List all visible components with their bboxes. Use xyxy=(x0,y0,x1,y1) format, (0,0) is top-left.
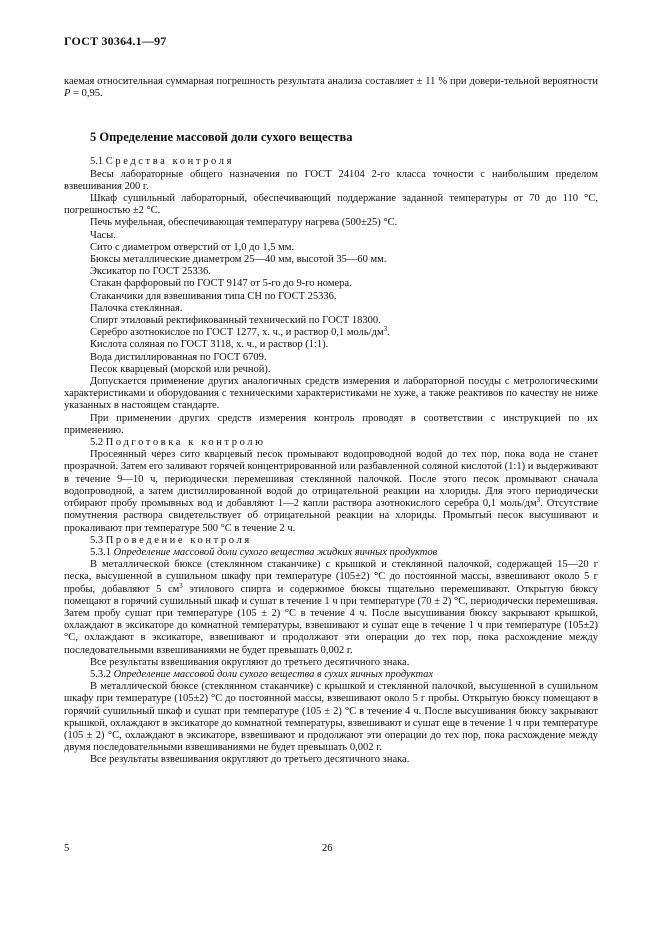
s51-item: Эксикатор по ГОСТ 25336. xyxy=(90,266,211,278)
s51-item: Сито с диаметром отверстий от 1,0 до 1,5 мм. xyxy=(90,241,295,253)
s51-item: Палочка стеклянная. xyxy=(90,302,183,314)
s51-item: Шкаф сушильный лабораторный, обеспечивающий поддержание заданной температуры от 70 до 110 °С, погрешностью ±2 °С. xyxy=(64,193,598,217)
section-title: 5 Определение массовой доли сухого вещества xyxy=(90,130,353,145)
s51-item: Песок кварцевый (морской или речной). xyxy=(90,363,271,375)
s52-superscript: 3 xyxy=(536,496,541,505)
s51-item: Весы лабораторные общего назначения по ГОСТ 24104 2-го класса точности с наибольшим пределом взвешивания 200 г. xyxy=(64,168,598,192)
s52-heading-text: Подготовка к контролю xyxy=(105,437,266,449)
s51-item: Стакан фарфоровый по ГОСТ 9147 от 5-го до 9-го номера. xyxy=(90,278,352,290)
footer-left-number: 5 xyxy=(64,843,70,854)
s51-item: Вода дистиллированная по ГОСТ 6709. xyxy=(90,351,267,363)
s532-heading xyxy=(64,669,598,681)
s51-item: Печь муфельная, обеспечивающая температуру нагрева (500±25) °С. xyxy=(90,217,398,229)
s51-heading-text: Средства контроля xyxy=(105,156,235,168)
s53-number: 5.3 xyxy=(90,534,106,546)
s51-number: 5.1 xyxy=(90,156,106,168)
intro-paragraph xyxy=(64,76,598,100)
silver-text: Серебро азотнокислое по ГОСТ 1277, х. ч., и раствор 0,1 моль/дм xyxy=(90,327,384,339)
document-header: ГОСТ 30364.1—97 xyxy=(64,34,167,48)
s531-paragraph xyxy=(64,559,598,657)
s51-item: Стаканчики для взвешивания типа СН по ГОСТ 25336. xyxy=(90,290,337,302)
s531-text-b: этилового спирта и содержимое бюксы тщательно перемешивают. Открытую бюксу помещают в горячий сушильный шкаф и сушат в течение 1 ч при температуре (70 ± 2) °С, периодически перемешивая. Затем пробу сушат при температуре (105 ± 2) °С в течение 4 ч. После высушивания бюксу закрывают крышкой, охлаждают в эксикаторе до комнатной температуры, взвешивают и сушат еще в течение 1 ч при температуре (105±2) °С, охлаждают в эксикаторе, взвешивают и продолжают эти операции до тех пор, пока расхождение между последовательными взвешиваниями не будет превышать 0,002 г. xyxy=(64,583,598,656)
document-body xyxy=(64,76,598,767)
s52-text-a: Просеянный через сито кварцевый песок промывают водопроводной водой до тех пор, пока вода не станет прозрачной. Затем его заливают горячей концентрированной или разбавленной соляной кислотой (1:1) и выдерживают в течение 9—10 ч, периодически перемешивая стеклянной палочкой. После этого песок промывают сначала водопроводной, а затем дистиллированной водой до отрицательной реакции на хлориды. Для этого периодически отбирают пробу промывных вод и добавляют 1—2 капли раствора азотнокислого серебра 0,1 моль/дм xyxy=(64,449,598,510)
intro-text-b: = 0,95. xyxy=(70,88,103,100)
s51-item: Кислота соляная по ГОСТ 3118, х. ч., и раствор (1:1). xyxy=(90,339,329,351)
s532-title: Определение массовой доли сухого вещества в сухих яичных продуктах xyxy=(113,668,434,680)
s531-number: 5.3.1 xyxy=(90,546,114,558)
s531-superscript: 3 xyxy=(179,581,183,590)
s532-paragraph: В металлической бюксе (стеклянном стаканчике) с крышкой и стеклянной палочкой, высушенной в сушильном шкафу при температуре (105±2) °С до постоянной массы, взвешивают около 5 г пробы. Открытую бюксу помещают в горячий сушильный шкаф и сушат при температуре (105 ± 2) °С в течение 4 ч. После высушивания бюксу закрывают крышкой, охлаждают в эксикаторе до комнатной температуры, взвешивают и сушат еще в течение 1 ч при температуре (105 ± 2) °С, охлаждают в эксикаторе, взвешивают и продолжают эти операции до тех пор, пока расхождение между двумя последовательными взвешиваниями не будет превышать 0,002 г. xyxy=(64,681,598,754)
silver-period: . xyxy=(387,327,390,339)
s52-heading xyxy=(64,437,598,449)
s52-paragraph xyxy=(64,449,598,534)
s531-text-a: В металлической бюксе (стеклянном стаканчике) с крышкой и стеклянной палочкой, содержащей 15—20 г песка, высушенной в сушильном шкафу при температуре (105±2) °С до постоянной массы, взвешивают около 5 г пробы, добавляют 5 см xyxy=(64,559,598,595)
s52-text-b: . Отсутствие помутнения раствора свидетельствует об отрицательной реакции на хлориды. Промытый песок высушивают и прокаливают при температуре 500 °С в течение 2 ч. xyxy=(64,498,599,534)
s51-item: Бюксы металлические диаметром 25—40 мм, высотой 35—60 мм. xyxy=(90,254,387,266)
s51-note: Допускается применение других аналогичных средств измерения и лабораторной посуды с метрологическими характеристиками и оборудования с техническими характеристиками не хуже, а также реактивов по качеству не ниже указанных в настоящем стандарте. xyxy=(64,376,598,412)
s51-item-silver xyxy=(64,327,598,339)
s51-note: При применении других средств измерения контроль проводят в соответствии с инструкцией по их применению. xyxy=(64,412,598,436)
s51-item: Часы. xyxy=(90,229,116,241)
intro-variable-p: P xyxy=(64,88,71,100)
s53-heading-text: Проведение контроля xyxy=(105,534,252,546)
s52-number: 5.2 xyxy=(90,437,106,449)
s53-heading xyxy=(64,535,598,547)
page-number: 26 xyxy=(322,843,333,854)
s531-rounding-note: Все результаты взвешивания округляют до третьего десятичного знака. xyxy=(90,656,410,668)
s531-heading xyxy=(64,547,598,559)
silver-superscript: 3 xyxy=(383,325,388,334)
s532-rounding-note: Все результаты взвешивания округляют до третьего десятичного знака. xyxy=(90,754,410,766)
s51-item: Спирт этиловый ректификованный технический по ГОСТ 18300. xyxy=(90,315,381,327)
s531-title: Определение массовой доли сухого вещества жидких яичных продуктов xyxy=(113,546,438,558)
s51-heading xyxy=(64,156,598,168)
s532-number: 5.3.2 xyxy=(90,668,114,680)
intro-text-a: каемая относительная суммарная погрешность результата анализа составляет ± 11 % при довери-тельной вероятности xyxy=(64,76,598,87)
